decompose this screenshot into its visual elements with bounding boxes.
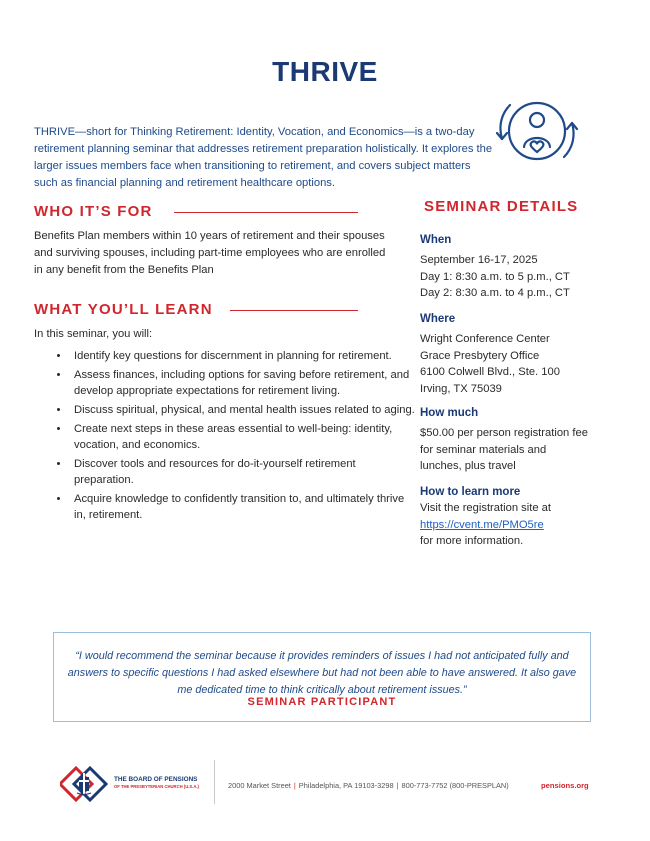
where-line: Grace Presbytery Office (420, 349, 540, 362)
seminar-details-heading: SEMINAR DETAILS (424, 198, 579, 215)
footer-divider (214, 760, 215, 804)
heading-rule (174, 212, 358, 213)
where-line: Irving, TX 75039 (420, 382, 502, 395)
list-item: • Create next steps in these areas essential to well-being: identity, vocation, and economics. (70, 421, 418, 453)
learn-heading: WHAT YOU’LL LEARN (34, 301, 213, 318)
heading-rule (230, 310, 358, 311)
when-label: When (420, 234, 452, 246)
org-name: THE BOARD OF PENSIONS (114, 776, 198, 783)
who-text: Benefits Plan members within 10 years of retirement and their spouses and surviving spouses, including part-time employees who are enrolled in any benefit from the Benefits Plan (34, 230, 386, 276)
footer-address: 2000 Market Street | Philadelphia, PA 19103-3298 | 800-773-7752 (800-PRESPLAN) (228, 781, 509, 790)
learn-more-text: Visit the registration site at (420, 502, 551, 514)
board-of-pensions-logo (60, 766, 108, 802)
quote-attribution: SEMINAR PARTICIPANT (247, 696, 397, 708)
learn-more-text: for more information. (420, 535, 524, 547)
list-item: • Discuss spiritual, physical, and mental health issues related to aging. (70, 402, 418, 418)
phone: 800-773-7752 (800-PRESPLAN) (401, 781, 509, 790)
where-details (420, 331, 560, 397)
when-details (420, 252, 570, 302)
list-item: • Assess finances, including options for saving before retirement, and develop appropriate expectations for retirement living. (70, 367, 418, 399)
who-heading: WHO IT’S FOR (34, 203, 153, 220)
where-label: Where (420, 313, 456, 325)
city: Philadelphia, PA 19103-3298 (298, 781, 394, 790)
how-much-details (420, 425, 588, 475)
when-line: Day 1: 8:30 a.m. to 5 p.m., CT (420, 270, 570, 283)
page-title: THRIVE (272, 56, 378, 87)
list-item: • Acquire knowledge to confidently transition to, and ultimately thrive in, retirement. (70, 491, 418, 523)
list-item: • Identify key questions for discernment in planning for retirement. (70, 348, 418, 364)
how-much-line: $50.00 per person registration fee (420, 427, 588, 439)
learn-list (52, 348, 418, 526)
street: 2000 Market Street (228, 781, 291, 790)
where-line: 6100 Colwell Blvd., Ste. 100 (420, 366, 560, 378)
when-line: September 16-17, 2025 (420, 254, 538, 266)
person-heart-cycle-icon (494, 95, 580, 167)
how-much-line: for seminar materials and (420, 443, 547, 456)
org-subtitle: OF THE PRESBYTERIAN CHURCH (U.S.A.) (114, 784, 199, 789)
list-item: • Discover tools and resources for do-it-yourself retirement preparation. (70, 456, 418, 488)
how-much-line: lunches, plus travel (420, 460, 516, 472)
website-link[interactable]: pensions.org (541, 781, 589, 790)
learn-more-label: How to learn more (420, 486, 521, 498)
how-much-label: How much (420, 407, 479, 419)
intro-paragraph: THRIVE—short for Thinking Retirement: Identity, Vocation, and Economics—is a two-day retirement planning seminar that addresses retirement preparation holistically. It explores the larger issues members face when transitioning to retirement, and covers subject matters such as financial planning and retirement healthcare options. (34, 126, 493, 189)
testimonial-quote: “I would recommend the seminar because it provides reminders of issues I had not anticipated fully and answers to specific questions I had asked elsewhere but had not been able to have answered. It also gave me dedicated time to think critically about retirement issues.” (67, 650, 577, 696)
where-line: Wright Conference Center (420, 333, 550, 345)
learn-more-details (420, 500, 551, 550)
registration-link[interactable]: https://cvent.me/PMO5re (420, 518, 544, 531)
learn-intro: In this seminar, you will: (34, 328, 153, 340)
when-line: Day 2: 8:30 a.m. to 4 p.m., CT (420, 287, 570, 299)
